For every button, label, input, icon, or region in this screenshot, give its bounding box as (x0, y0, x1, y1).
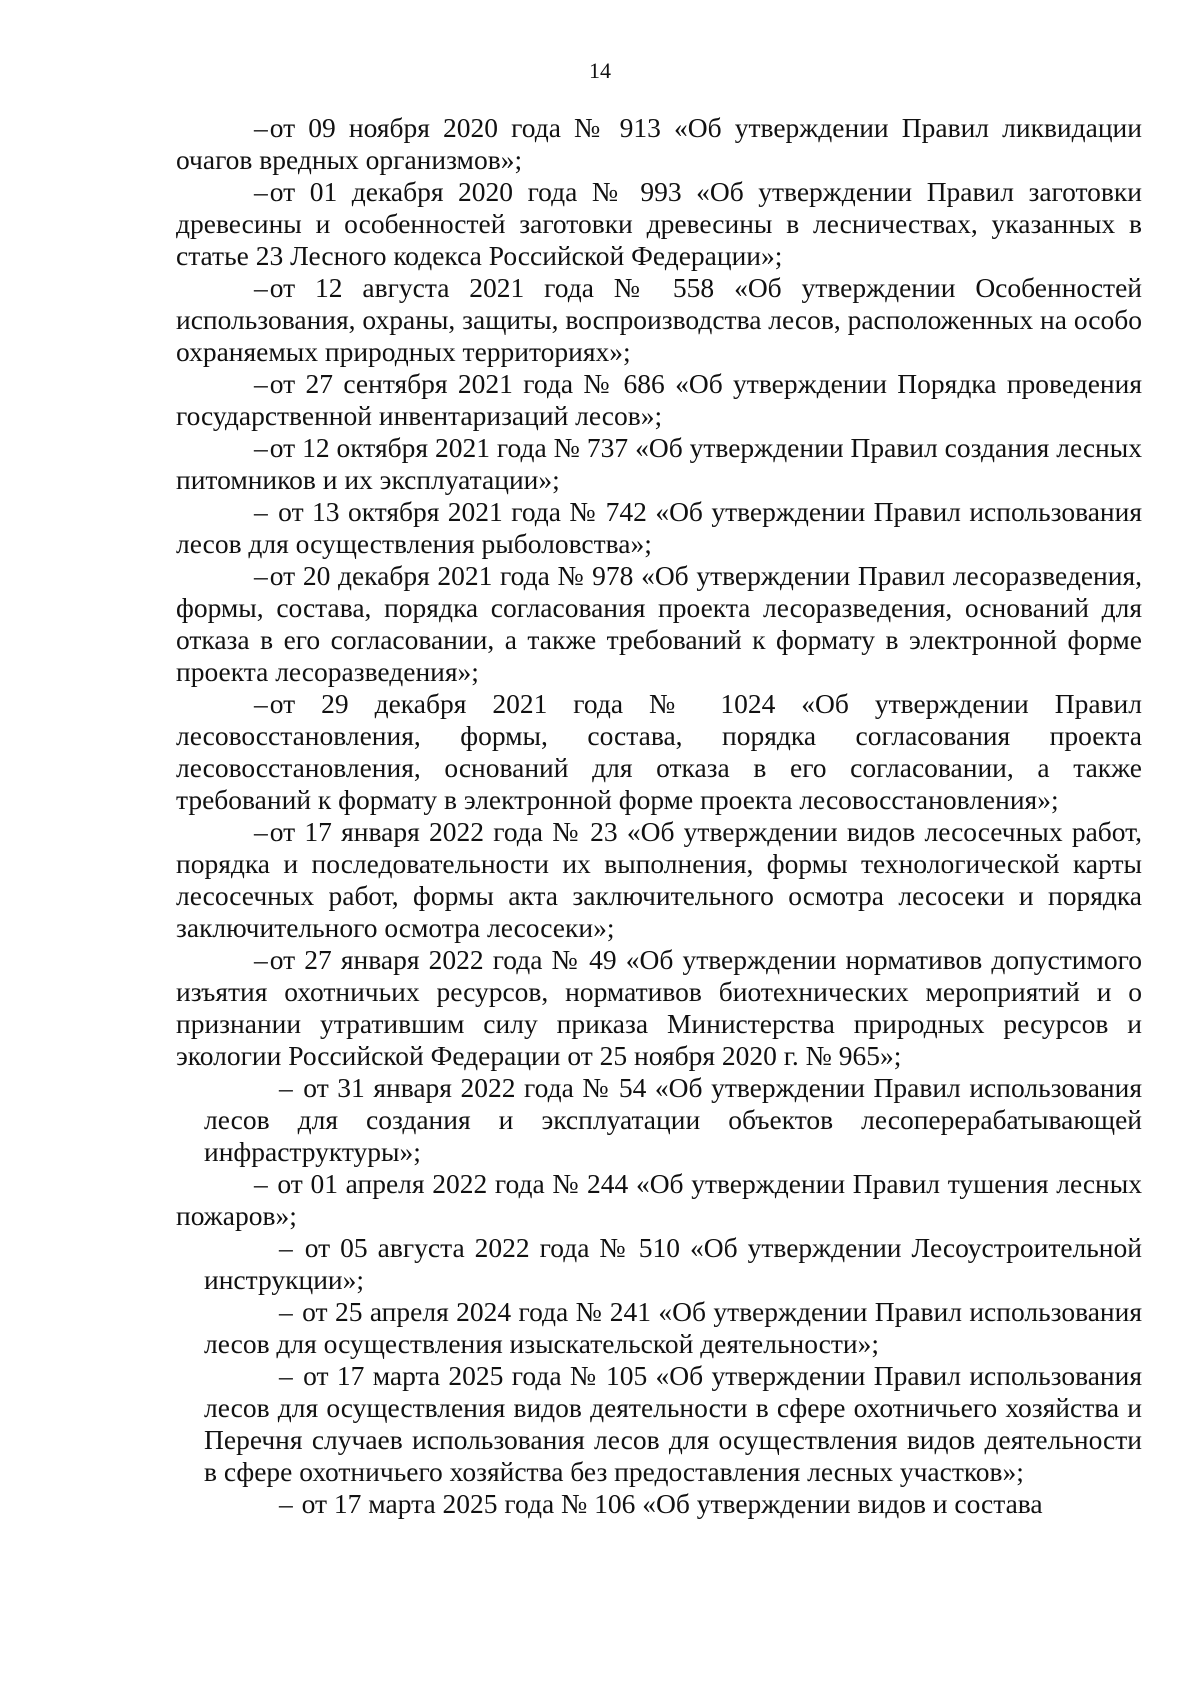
list-item (176, 560, 1142, 688)
list-item-dash: – (254, 816, 268, 847)
list-item-text: от 13 октября 2021 года № 742 «Об утверждении Правил использования лесов для осуществления рыболовства»; (176, 496, 1142, 559)
list-item-dash: – (279, 1296, 293, 1327)
list-item-dash: – (254, 112, 268, 143)
list-item-text: от 17 марта 2025 года № 105 «Об утверждении Правил использования лесов для осуществления видов деятельности в сфере охотничьего хозяйства и Перечня случаев использования лесов для осуществления видов деятельности в сфере охотничьего хозяйства без предоставления лесных участков»; (204, 1360, 1142, 1487)
list-item-text: от 01 декабря 2020 года № 993 «Об утверждении Правил заготовки древесины и особенностей заготовки древесины в лесничествах, указанных в статье 23 Лесного кодекса Российской Федерации»; (176, 176, 1142, 271)
list-item-text: от 17 марта 2025 года № 106 «Об утверждении видов и состава (294, 1488, 1043, 1519)
list-item-dash: – (279, 1232, 293, 1263)
list-item (176, 944, 1142, 1072)
list-item-text: от 25 апреля 2024 года № 241 «Об утверждении Правил использования лесов для осуществления изыскательской деятельности»; (204, 1296, 1142, 1359)
list-item-text: от 20 декабря 2021 года № 978 «Об утверждении Правил лесоразведения, формы, состава, порядка согласования проекта лесоразведения, оснований для отказа в его согласовании, а также требований к формату в электронной форме проекта лесоразведения»; (176, 560, 1142, 687)
list-item-dash: – (254, 368, 268, 399)
list-item-text: от 29 декабря 2021 года № 1024 «Об утверждении Правил лесовосстановления, формы, состава, порядка согласования проекта лесовосстановления, оснований для отказа в его согласовании, а также требований к формату в электронной форме проекта лесовосстановления»; (176, 688, 1142, 815)
list-item (176, 1168, 1142, 1232)
list-item-dash: – (254, 944, 268, 975)
list-item-text: от 09 ноября 2020 года № 913 «Об утверждении Правил ликвидации очагов вредных организмов»; (176, 112, 1142, 175)
list-item-dash: – (254, 688, 268, 719)
list-item (204, 1296, 1142, 1360)
list-item-text: от 12 августа 2021 года № 558 «Об утверждении Особенностей использования, охраны, защиты, воспроизводства лесов, расположенных на особо охраняемых природных территориях»; (176, 272, 1142, 367)
list-item-text: от 01 апреля 2022 года № 244 «Об утверждении Правил тушения лесных пожаров»; (176, 1168, 1142, 1231)
list-item-text: от 27 сентября 2021 года № 686 «Об утверждении Порядка проведения государственной инвентаризаций лесов»; (176, 368, 1142, 431)
list-item-dash: – (254, 560, 268, 591)
list-item (176, 112, 1142, 176)
list-item-dash: – (279, 1072, 293, 1103)
list-item-dash: – (254, 432, 268, 463)
list-item-text: от 05 августа 2022 года № 510 «Об утверждении Лесоустроительной инструкции»; (204, 1232, 1142, 1295)
list-item-text: от 27 января 2022 года № 49 «Об утверждении нормативов допустимого изъятия охотничьих ресурсов, нормативов биотехнических мероприятий и о признании утратившим силу приказа Министерства природных ресурсов и экологии Российской Федерации от 25 ноября 2020 г. № 965»; (176, 944, 1142, 1071)
list-item-text: от 17 января 2022 года № 23 «Об утверждении видов лесосечных работ, порядка и последовательности их выполнения, формы технологической карты лесосечных работ, формы акта заключительного осмотра лесосеки и порядка заключительного осмотра лесосеки»; (176, 816, 1142, 943)
list-item-dash: – (279, 1360, 293, 1391)
list-item (176, 496, 1142, 560)
list-item (176, 176, 1142, 272)
list-item-dash: – (254, 496, 268, 527)
list-item (204, 1488, 1142, 1520)
list-item (176, 816, 1142, 944)
list-item-dash: – (254, 1168, 268, 1199)
list-item (204, 1360, 1142, 1488)
list-item-dash: – (254, 176, 268, 207)
document-body (176, 112, 1142, 1520)
list-item (204, 1232, 1142, 1296)
list-item (176, 432, 1142, 496)
list-item-text: от 31 января 2022 года № 54 «Об утверждении Правил использования лесов для создания и эксплуатации объектов лесоперерабатывающей инфраструктуры»; (204, 1072, 1142, 1167)
list-item (176, 688, 1142, 816)
list-item (176, 272, 1142, 368)
list-item-text: от 12 октября 2021 года № 737 «Об утверждении Правил создания лесных питомников и их эксплуатации»; (176, 432, 1142, 495)
list-item (176, 368, 1142, 432)
list-item-dash: – (254, 272, 268, 303)
list-item-dash: – (279, 1488, 293, 1519)
page-number: 14 (589, 58, 611, 83)
list-item (204, 1072, 1142, 1168)
